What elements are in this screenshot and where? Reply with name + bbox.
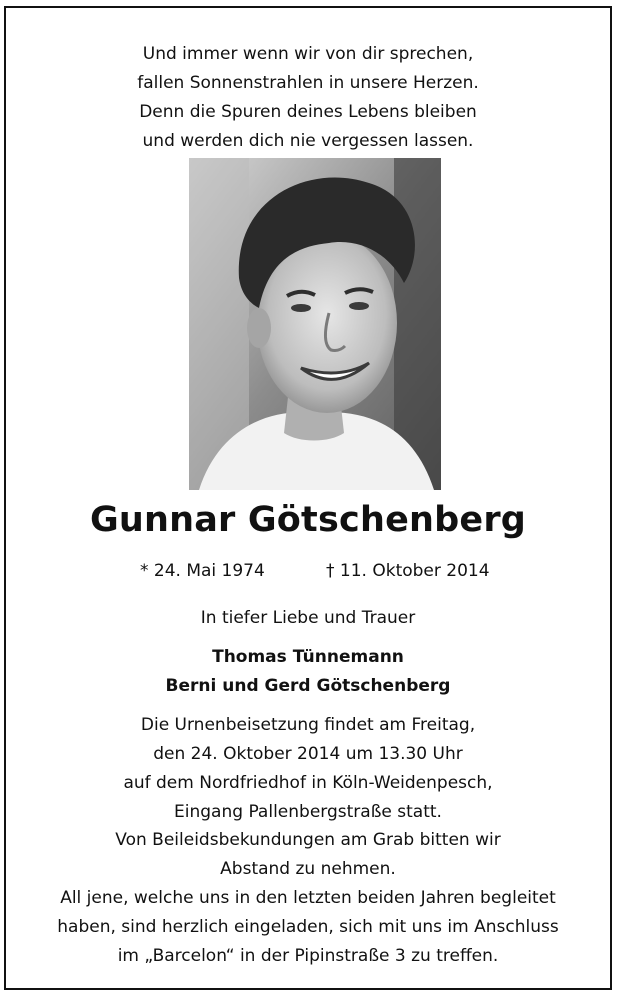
ceremony-line: auf dem Nordfriedhof in Köln-Weidenpesch, (123, 773, 493, 793)
portrait-photo (189, 158, 441, 490)
mourning-line: In tiefer Liebe und Trauer (200, 608, 416, 628)
mourner-name: Berni und Gerd Götschenberg (165, 676, 451, 696)
invitation-line: im „Barcelon“ in der Pipinstraße 3 zu treffen. (117, 946, 499, 966)
ceremony-line: den 24. Oktober 2014 um 13.30 Uhr (153, 744, 463, 764)
condolence-note (6, 826, 610, 884)
invitation-note (6, 884, 610, 971)
poem (6, 40, 610, 156)
mourner-name: Thomas Tünnemann (212, 647, 404, 667)
poem-line: fallen Sonnenstrahlen in unsere Herzen. (137, 73, 479, 93)
ceremony-line: Die Urnenbeisetzung findet am Freitag, (140, 715, 476, 735)
poem-line: und werden dich nie vergessen lassen. (142, 131, 474, 151)
ceremony-info (6, 711, 610, 827)
life-dates (6, 561, 610, 585)
invitation-line: haben, sind herzlich eingeladen, sich mit uns im Anschluss (57, 917, 559, 937)
obituary-frame (4, 6, 612, 990)
ceremony-line: Eingang Pallenbergstraße statt. (174, 802, 442, 822)
mourners-list (6, 643, 610, 701)
poem-line: Und immer wenn wir von dir sprechen, (142, 44, 474, 64)
birth-date: * 24. Mai 1974 (140, 561, 265, 581)
invitation-line: All jene, welche uns in den letzten beiden Jahren begleitet (60, 888, 556, 908)
condolence-line: Von Beileidsbekundungen am Grab bitten wir (115, 830, 501, 850)
deceased-name: Gunnar Götschenberg (89, 500, 527, 540)
poem-line: Denn die Spuren deines Lebens bleiben (139, 102, 477, 122)
death-date: † 11. Oktober 2014 (326, 561, 490, 581)
condolence-line: Abstand zu nehmen. (220, 859, 396, 879)
obituary-content (6, 8, 610, 988)
